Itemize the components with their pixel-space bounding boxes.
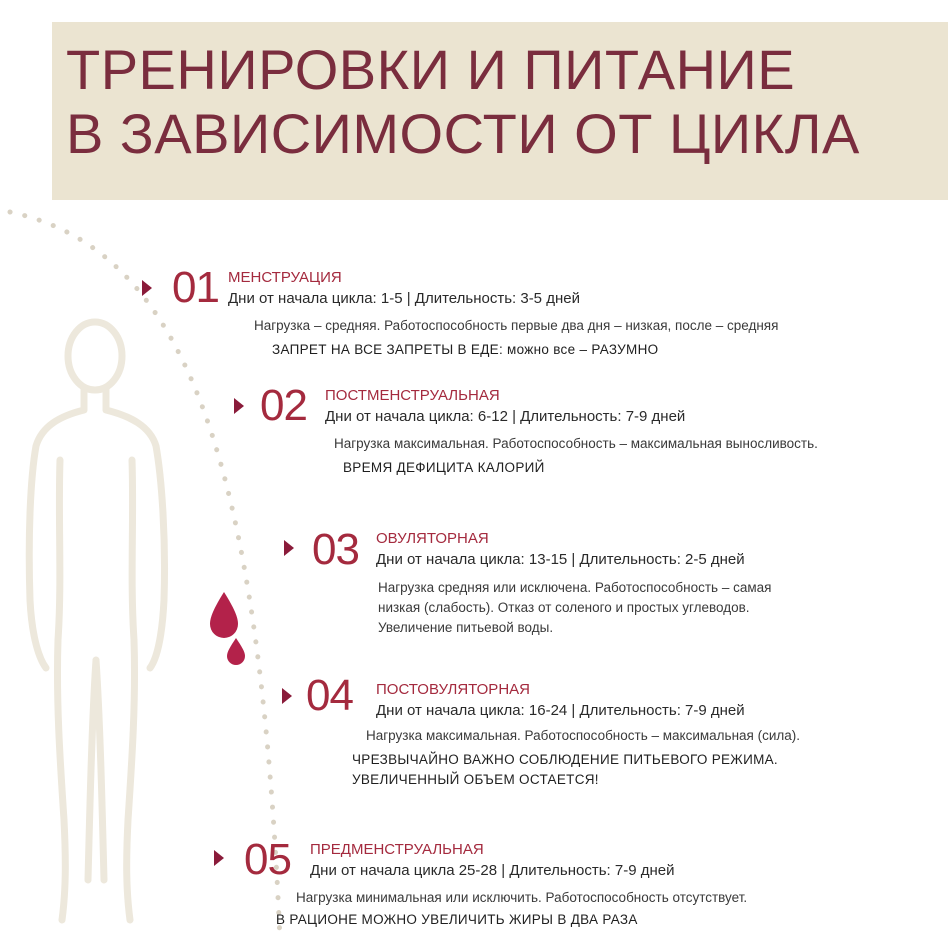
- phase-days: Дни от начала цикла: 6-12 | Длительность: 7-9 дней: [325, 408, 686, 425]
- phase-description: Нагрузка средняя или исключена. Работоспособность – самая низкая (слабость). Отказ от соленого и простых углеводов. Увеличение питьевой воды.: [378, 580, 772, 635]
- phase-note: ЧРЕЗВЫЧАЙНО ВАЖНО СОБЛЮДЕНИЕ ПИТЬЕВОГО РЕЖИМА. УВЕЛИЧЕННЫЙ ОБЪЕМ ОСТАЕТСЯ!: [352, 752, 778, 787]
- phase-number: 03: [312, 525, 359, 574]
- arrow-right-icon: [142, 280, 152, 296]
- arrow-right-icon: [282, 688, 292, 704]
- phase-description: Нагрузка – средняя. Работоспособность первые два дня – низкая, после – средняя: [254, 318, 779, 333]
- phase-name: МЕНСТРУАЦИЯ: [228, 269, 342, 286]
- phase-description: Нагрузка минимальная или исключить. Работоспособность отсутствует.: [296, 890, 748, 905]
- phase-description: Нагрузка максимальная. Работоспособность – максимальная (сила).: [366, 728, 801, 743]
- blood-drop-small-icon: [227, 638, 245, 665]
- phase-number: 04: [306, 671, 353, 720]
- arrow-right-icon: [234, 398, 244, 414]
- phase-number: 01: [172, 263, 219, 312]
- phase-note: В РАЦИОНЕ МОЖНО УВЕЛИЧИТЬ ЖИРЫ В ДВА РАЗА: [276, 912, 638, 927]
- title-line-1: ТРЕНИРОВКИ И ПИТАНИЕ: [66, 38, 796, 101]
- phase-days: Дни от начала цикла 25-28 | Длительность: 7-9 дней: [310, 862, 675, 879]
- phase-days: Дни от начала цикла: 16-24 | Длительность: 7-9 дней: [376, 702, 745, 719]
- phase-number: 02: [260, 381, 307, 430]
- phase-number: 05: [244, 835, 291, 884]
- arrow-right-icon: [284, 540, 294, 556]
- phase-note: ВРЕМЯ ДЕФИЦИТА КАЛОРИЙ: [343, 460, 545, 475]
- phase-days: Дни от начала цикла: 13-15 | Длительность: 2-5 дней: [376, 551, 745, 568]
- dotted-arc: [10, 212, 280, 940]
- title-line-2: В ЗАВИСИМОСТИ ОТ ЦИКЛА: [66, 102, 860, 165]
- human-silhouette-icon: [29, 322, 164, 920]
- phase-days: Дни от начала цикла: 1-5 | Длительность: 3-5 дней: [228, 290, 580, 307]
- phase-name: ПРЕДМЕНСТРУАЛЬНАЯ: [310, 841, 484, 858]
- phase-name: ПОСТОВУЛЯТОРНАЯ: [376, 681, 530, 698]
- phase-description: Нагрузка максимальная. Работоспособность – максимальная выносливость.: [334, 436, 818, 451]
- phase-name: ПОСТМЕНСТРУАЛЬНАЯ: [325, 387, 500, 404]
- phase-note: ЗАПРЕТ НА ВСЕ ЗАПРЕТЫ В ЕДЕ: можно все – РАЗУМНО: [272, 342, 659, 357]
- arrow-right-icon: [214, 850, 224, 866]
- blood-drop-icon: [210, 592, 238, 638]
- phase-name: ОВУЛЯТОРНАЯ: [376, 530, 489, 547]
